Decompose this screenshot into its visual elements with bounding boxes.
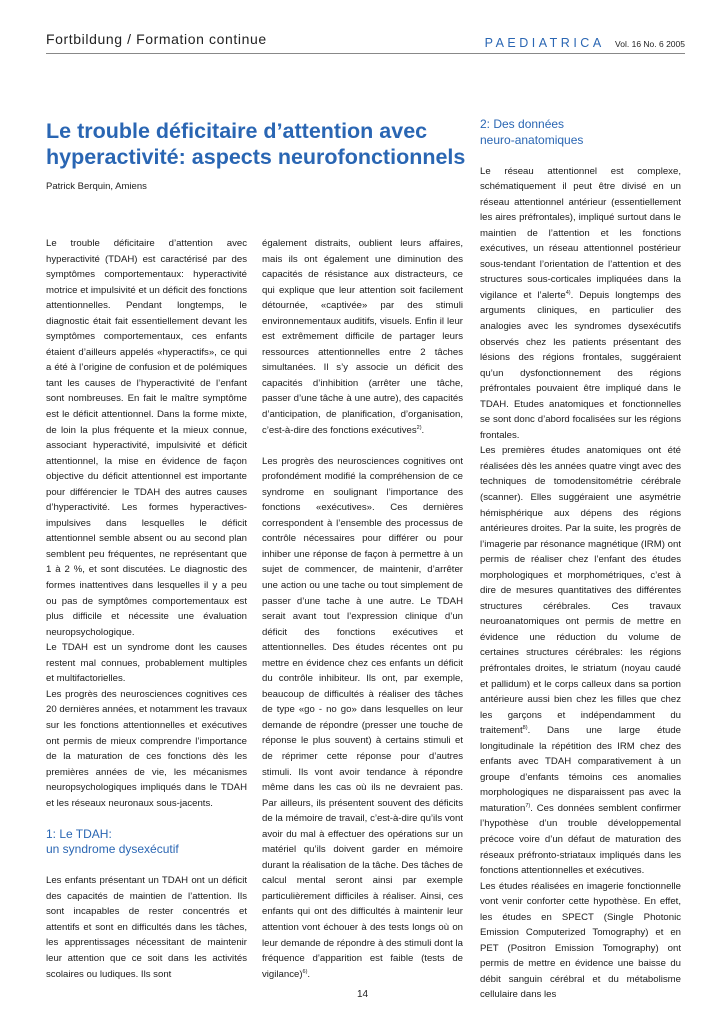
heading-line: 2: Des données [480, 117, 565, 131]
paragraph-text: . Ces données semblent confirmer l’hypothèse d’un trouble développemental précoce voire d’un défaut de maturation des réseaux préfronto-striataux impliqués dans les fonctions attentionnelles et exécutives. [480, 802, 681, 877]
paragraph [480, 164, 681, 444]
journal-info [485, 36, 685, 50]
section-header: Fortbildung / Formation continue [46, 31, 267, 47]
spacer [46, 811, 247, 827]
column-1 [46, 236, 247, 982]
page-number: 14 [356, 989, 369, 1000]
issue-info: Vol. 16 No. 6 2005 [615, 39, 685, 49]
paragraph-text: Les progrès des neurosciences cognitives ont profondément modifié la compréhension de ce syndrome en soulignant l’importance des fonctions «exécutives». Ces dernières correspondent à l’ensemble des processus de contrôle nécessaires pour différer ou pour inhiber une réponse de façon à permettre à un sujet de commencer, de maintenir, d’arrêter une action ou une tache ou tout simplement de passer d’une tache à une autre. Le TDAH serait avant tout l’expression clinique d’un déficit des fonctions exécutives et attentionnelles. Des études récentes ont pu mettre en évidence chez ces enfants un déficit du contrôle inhibiteur. Ils ont, par exemple, beaucoup de difficultés à réaliser des tâches de type «go - no go» dans lesquelles on leur demande de répondre (presser une touche de réponse le plus souvent) à certains stimuli et de réprimer cette réponse pour d’autres stimuli. Ils vont avoir tendance à répondre même dans les cas où ils ne devraient pas. Par ailleurs, ils présentent souvent des déficits de la mémoire de travail, c’est-à-dire qu’ils vont avoir du mal à effectuer des opérations sur un matériel qu’ils doivent garder en mémoire durant la réalisation de la tâche. Des tâches de calcul mental seront ainsi par exemple particulièrement difficiles à réaliser. Ainsi, ces enfants qui ont des difficultés à maintenir leur attention vont échouer à des tests longs où on leur demande de répondre à des stimuli dont la fréquence d’apparition est faible (tests de vigilance) [262, 455, 463, 980]
paragraph: Le trouble déficitaire d’attention avec hyperactivité (TDAH) est caractérisé par des symptômes comportementaux: hyperactivité motrice et impulsivité et un déficit des fonctions attentionnelles. Pendant longtemps, le diagnostic était fait essentiellement devant les symptômes comportementaux, ces enfants étaient d’ailleurs appelés «hyperactifs», ce qui a été à l’origine de confusion et de polémiques tant les causes de l’hyperactivité de l’enfant sont nombreuses. En fait le maître symptôme est le déficit attentionnel. Dans la forme mixte, de loin la plus fréquente et la mieux connue, associant hyperactivité, impulsivité et déficit attentionnel, la mise en évidence de façon objective du déficit attentionnel est importante pour différencier le TDAH des autres causes d’hyperactivité. Les formes hyperactives-impulsives dans lesquelles le déficit attentionnel semble absent ou au second plan semblent peu fréquentes, ne représentant que 1 à 2 %, et sont discutées. Le diagnostic des formes inattentives dans lesquelles il y a peu ou pas de symptômes comportementaux est plus difficile et nécessite une évaluation neuropsychologique. [46, 238, 247, 638]
spacer [262, 438, 463, 454]
heading-line: 1: Le TDAH: [46, 826, 112, 841]
journal-name: PAEDIATRICA [484, 36, 605, 50]
paragraph-text: . Depuis longtemps des arguments cliniques, en particulier des analogies avec les syndromes dysexécutifs observés chez les patients présentant des lésions des régions frontales, suggéraient qu’un dysfonctionnement des régions préfrontales pouvaient être impliqué dans le TDAH. Etudes anatomiques et fonctionnelles se sont donc d’abord focalisées sur les régions frontales. [480, 289, 681, 441]
reference-mark: 8) [522, 725, 528, 731]
article-title: Le trouble déficitaire d’attention avec hyperactivité: aspects neurofonctionnels [46, 119, 466, 169]
section-heading-2 [480, 117, 681, 148]
header-rule [46, 53, 685, 54]
paragraph: Le TDAH est un syndrome dont les causes restent mal connues, probablement multiples et multifactorielles. [46, 642, 247, 685]
column-2 [262, 236, 463, 982]
reference-mark: 6) [302, 968, 308, 975]
reference-mark: 2) [416, 424, 422, 431]
paragraph-text: également distraits, oublient leurs affaires, mais ils ont également une diminution des capacités de résistance aux distracteurs, ce qui explique que leur attention soit facilement détournée, «captivée» par des stimuli environnementaux auditifs, visuels. Enfin il leur est extrêmement difficile de partager leurs ressources attentionnelles entre 2 tâches simultanées. Il s’y associe un déficit des capacités d’inhibition (arrêter une tâche, passer d’une tâche à une autre), des capacités d’anticipation, de planification, d’organisation, c’est-à-dire des fonctions exécutives [262, 238, 463, 436]
paragraph [262, 236, 463, 438]
paragraph: Les enfants présentant un TDAH ont un déficit des capacités de maintien de l’attention. Ils sont incapables de rester concentrés et attentifs et sont en difficultés dans les tâches, les apprentissages nécessitant de maintenir leur attention que ce soit dans les activités scolaires ou ludiques. Ils sont [46, 875, 247, 980]
section-heading-1 [46, 827, 247, 858]
spacer [480, 148, 681, 164]
paragraph-text: . [307, 968, 311, 980]
paragraph [480, 443, 681, 878]
reference-mark: 7) [525, 802, 531, 809]
paragraph: Les études réalisées en imagerie fonctionnelle vont venir conforter cette hypothèse. En effet, les études en SPECT (Single Photonic Emission Computerized Tomography) et en PET (Positron Emission Tomography) ont permis de mettre en évidence une baisse du débit sanguin cérébral et du métabolisme cellulaire dans les [480, 880, 681, 1001]
paragraph-text: . Dans une large étude longitudinale la répétition des IRM chez des enfants avec TDAH comparativement à un groupe d’enfants témoins ces anomalies morphologiques ne disparaissent pas avec la maturation [480, 725, 681, 814]
article-author: Patrick Berquin, Amiens [46, 181, 147, 192]
column-3 [480, 117, 681, 1003]
paragraph-text: Les premières études anatomiques ont été réalisées dès les années quatre vingt avec des techniques de tomodensitométrie cérébrale (scanner). Elles suggéraient une asymétrie hémisphérique aux dépens des régions antérieures droites. Par la suite, les progrès de l’imagerie par résonance magnétique (IRM) ont permis de réaliser chez l’enfant des études morphologiques et morphométriques, c’est à dire de mesures quantitatives des différentes structures cérébrales. Ces travaux neuroanatomiques ont permis de mettre en évidence une réduction du volume de certaines structures cérébrales: les régions préfrontales droites, le striatum (noyau caudé et pallidum) et le corps calleux dans sa portion antérieure aussi bien chez les filles que chez les garçons et indépendamment du traitement [480, 445, 681, 737]
paragraph-text: Le réseau attentionnel est complexe, schématiquement il peut être divisé en un réseau attentionnel antérieur (essentiellement les aires préfrontales), impliqué surtout dans le maintien de l’attention et les fonctions exécutives, un réseau attentionnel postérieur sous-tendant l’orientation de l’attention et des structures sous-corticales impliquées dans la vigilance et l’alerte [480, 165, 681, 301]
paragraph: Les progrès des neurosciences cognitives ces 20 dernières années, et notamment les travaux sur les fonctions attentionnelles et exécutives ont permis de mieux comprendre l’importance de la maturation de ces fonctions dès les premières années de vie, les mécanismes neuropsychologiques impliqués dans le TDAH et les réseaux neuronaux sous-jacents. [46, 688, 247, 809]
spacer [46, 858, 247, 874]
heading-line: un syndrome dysexécutif [46, 842, 179, 857]
paragraph-text: . [421, 424, 425, 436]
paragraph [262, 454, 463, 983]
reference-mark: 4) [565, 289, 571, 296]
heading-line: neuro-anatomiques [480, 132, 584, 147]
